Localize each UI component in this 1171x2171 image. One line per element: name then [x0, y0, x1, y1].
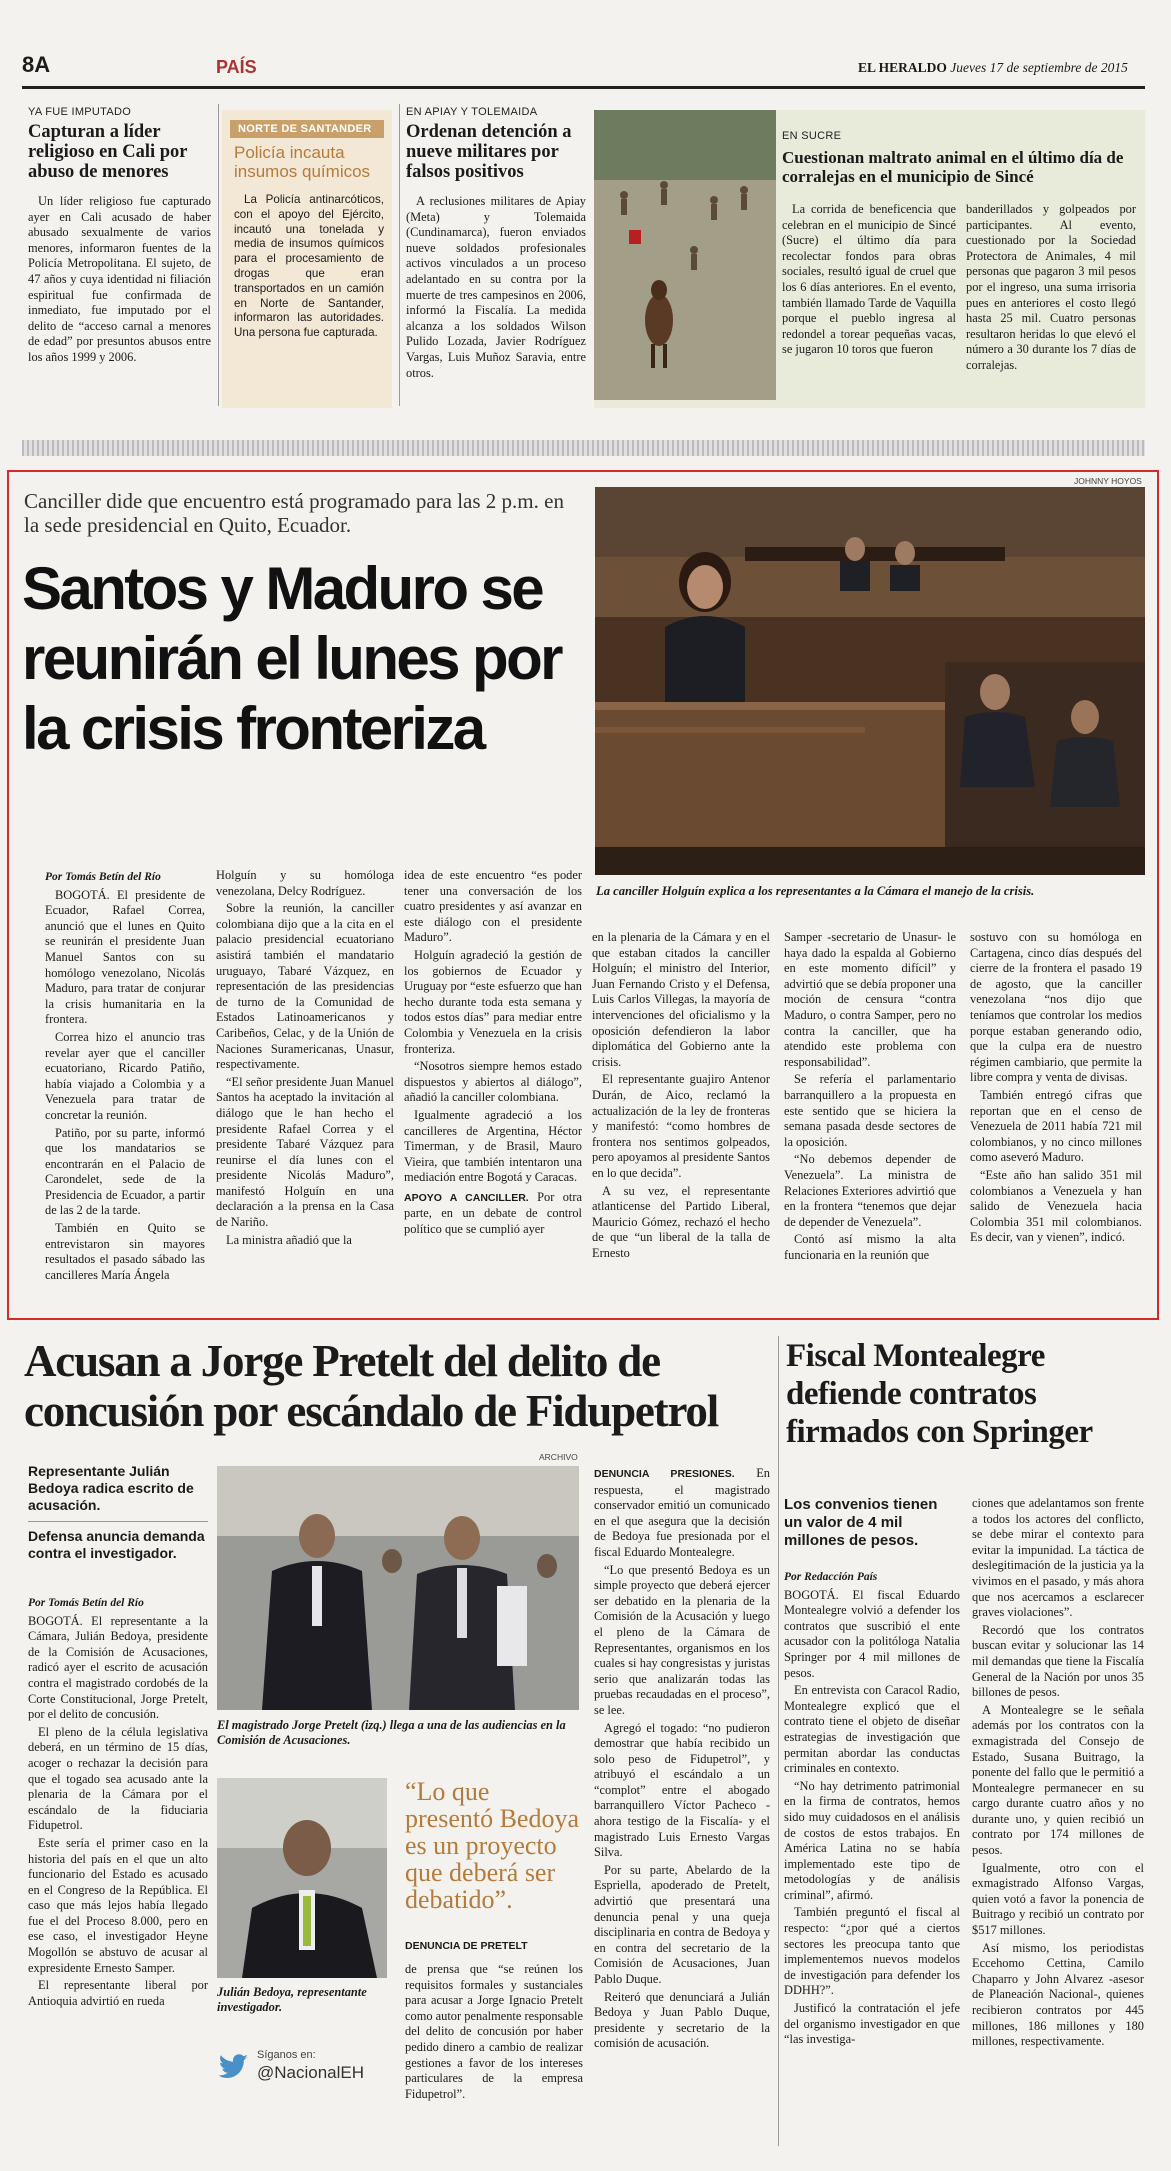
- brief-headline: Cuestionan maltrato animal en el último día de corralejas en el municipio de Sincé: [782, 148, 1124, 186]
- summary-divider: [28, 1521, 208, 1522]
- main-text: “Este año han salido 351 mil colombianos a Venezuela y han salido de Venezuela hacia Colombia 351 mil colombianos. Es decir, van y vienen”, indicó.: [970, 1167, 1142, 1245]
- fiscal-text: A Montealegre se le señala además por los contratos con la exmagistrada del Consejo de Estado, Susana Buitrago, la ponente del fallo que le permitió a Montealegre permanecer en su cargo durante cuatro años y no durante uno, y quien recibió un contrato por 174 millones de pesos.: [972, 1702, 1144, 1858]
- main-text: BOGOTÁ. El presidente de Ecuador, Rafael Correa, anunció que el lunes en Quito se reunirán el presidente Juan Manuel Santos con su homólogo venezolano, Nicolás Maduro, para tratar de conjurar la crisis humanitaria en la frontera.: [45, 887, 205, 1027]
- brief-headline: Capturan a líder religioso en Cali por abuso de menores: [28, 122, 188, 182]
- main-text: [404, 1190, 582, 1238]
- main-text: en la plenaria de la Cámara y en el que estaban citados la canciller Holguín; el ministro del Interior, Juan Fernando Cristo y el Defensa, Luis Carlos Villegas, la mayoría de intervenciones del oficialismo y la oposición defendieron la labor diplomática del Gobierno ante la crisis.: [592, 930, 770, 1069]
- main-col-5: [784, 930, 956, 1265]
- brief-3: [406, 106, 586, 381]
- pretelt-byline: Por Tomás Betín del Río: [28, 1597, 144, 1609]
- fiscal-text: También preguntó el fiscal al respecto: “¿por qué a ciertos sectores les preocupa tanto que implementemos nuevos modelos de investigación para defender los DDHH?”.: [784, 1905, 960, 1998]
- main-text: La ministra añadió que la: [226, 1232, 352, 1247]
- main-text: Contó así mismo la alta funcionaria en la reunión que: [784, 1232, 956, 1262]
- fiscal-headline: Fiscal Montealegre defiende contratos firmados con Springer: [786, 1338, 1093, 1450]
- summary-2: Defensa anuncia demanda contra el investigador.: [28, 1528, 205, 1561]
- pretelt-text: Este sería el primer caso en la historia del país en el que un alto funcionario del Estado es acusado en el Congreso de la República. El caso que más lejos había llegado fue el del Proceso 8.000, pero en ese caso, el investigador Heyne Mogollón se abstuvo de acusar al expresidente Ernesto Samper.: [28, 1835, 208, 1975]
- newspaper-name: [858, 60, 1128, 76]
- fiscal-col-1: [784, 1570, 960, 2050]
- subhead-text: En respuesta, el magistrado conservador emitió un comunicado en el que asegura que la decisión de Bedoya fue presionada por el fiscal Eduardo Montealegre.: [594, 1466, 770, 1559]
- main-text: Patiño, por su parte, informó que los mandatarios se encontrarán en el Palacio de Carondelet, sede de la Presidencia de Ecuador, a partir de las 2 de la tarde.: [45, 1125, 205, 1218]
- main-text: El representante guajiro Antenor Durán, de Aico, reclamó la actualización de la ley de fronteras y manifestó: “como hombres de frontera nos sentimos golpeados, pero apoyamos al presidente Santos en lo que decida”.: [592, 1072, 770, 1180]
- subhead-lead: DENUNCIA PRESIONES.: [594, 1468, 735, 1480]
- bedoya-caption: Julián Bedoya, representante investigador.: [217, 1985, 367, 2014]
- pretelt-photo: [217, 1466, 579, 1710]
- fiscal-byline: Por Redacción País: [784, 1571, 878, 1583]
- brief-kicker: YA FUE IMPUTADO: [28, 106, 132, 118]
- main-col-4: [592, 930, 770, 1263]
- pretelt-text: Por su parte, Abelardo de la Espriella, apoderado de Pretelt, advirtió que presentará una denuncia penal y una queja disciplinaria en contra de Bedoya y en contra del secretario de la Comisión de Acusaciones, Juan Pablo Duque.: [594, 1862, 770, 1986]
- brief-body: La corrida de beneficencia que celebran en el municipio de Sincé (Sucre) el último día para recolectar fondos para obras sociales, resultó igual de cruel que los 6 días anteriores. En el evento, también llamado Tarde de Vaquilla porque el pueblo ingresa al redondel a torear pequeñas vacas, se jugaron 10 toros que fueron: [782, 202, 956, 357]
- brief-headline: Policía incauta insumos químicos: [234, 143, 371, 181]
- main-text: También en Quito se entrevistaron sin mayores resultados el pasado sábado las cancilleres María Ángela: [45, 1221, 205, 1282]
- column-divider: [399, 104, 400, 406]
- main-text: Correa hizo el anuncio tras revelar ayer que el canciller ecuatoriano, Ricardo Patiño, había viajado a Colombia y a Venezuela para tratar de concretar la reunión.: [45, 1029, 205, 1122]
- pretelt-photo-caption: El magistrado Jorge Pretelt (izq.) llega a una de las audiencias en la Comisión de Acusaciones.: [217, 1718, 566, 1747]
- summary-1: Representante Julián Bedoya radica escrito de acusación.: [28, 1463, 194, 1513]
- pull-quote-source: DENUNCIA DE PRETELT: [405, 1940, 528, 1952]
- brief-1: [28, 106, 211, 366]
- pretelt-headline: Acusan a Jorge Pretelt del delito de concusión por escándalo de Fidupetrol: [24, 1336, 719, 1436]
- main-text: También entregó cifras que reportan que en el censo de Venezuela de 2011 había 721 mil colombianos, y no cinco millones como aseveró Maduro.: [970, 1087, 1142, 1165]
- brief-kicker: EN SUCRE: [782, 130, 842, 142]
- main-text: “No debemos depender de Venezuela”. La ministra de Relaciones Exteriores advirtió que en la frontera “tenemos que dejar de depender de Venezuela”.: [784, 1152, 956, 1229]
- pretelt-text: Agregó el togado: “no pudieron demostrar que había recibido un solo peso de Fidupetrol”, y atribuyó el escándalo a un “complot” entre el abogado barranquillero Víctor Pacheco -ahora testigo de la Fiscalía- y el magistrado Luis Ernesto Vargas Silva.: [594, 1720, 770, 1860]
- brief-body: La Policía antinarcóticos, con el apoyo del Ejército, incautó una tonelada y media de insumos químicos para el procesamiento de drogas que eran transportados en un camión en Norte de Santander, informaron las autoridades. Una persona fue capturada.: [234, 193, 384, 340]
- brief-headline: Ordenan detención a nueve militares por falsos positivos: [406, 122, 572, 182]
- pretelt-text: Reiteró que denunciará a Julián Bedoya y Juan Pablo Duque, presidente y secretario de la comisión de acusación.: [594, 1989, 770, 2051]
- photo-credit: JOHNNY HOYOS: [1074, 476, 1142, 486]
- brief-kicker: NORTE DE SANTANDER: [230, 120, 384, 138]
- fiscal-text: ciones que adelantamos son frente a todos los actores del conflicto, se debe mirar el contexto para evitar la impunidad. La táctica de deslegitimación de la justicia ya la vivimos en el pasado, y más ahora que nos acercamos a esclarecer graves violaciones”.: [972, 1496, 1144, 1620]
- fiscal-text: Igualmente, otro con el exmagistrado Alfonso Vargas, quien votó a favor la ponencia de Buitrago y recibió un contrato por $517 millones.: [972, 1860, 1144, 1938]
- main-text: Holguín agradeció la gestión de los gobiernos de Ecuador y Uruguay por “este esfuerzo que han hecho durante toda esta semana y todos estos días” para mediar entre Colombia y Venezuela en la crisis fronteriza.: [404, 947, 582, 1056]
- social-handle[interactable]: @NacionalEH: [257, 2063, 365, 2082]
- page-number: 8A: [22, 52, 51, 77]
- column-divider: [218, 104, 219, 406]
- pretelt-col-1: [28, 1596, 208, 2011]
- fiscal-text: Recordó que los contratos buscan evitar y solucionar las 14 mil demandas que tiene la Fiscalía General de la Nación por unos 35 billones de pesos.: [972, 1622, 1144, 1700]
- fiscal-col-2: [972, 1496, 1144, 2052]
- subhead-text: Por otra parte, en un debate de control político que se cumplió ayer: [404, 1189, 582, 1237]
- main-text: Se refería el parlamentario barranquillero a la propuesta en este sentido que se hiciera la semana pasada desde sectores de la oposición.: [784, 1072, 956, 1149]
- column-divider: [778, 1336, 779, 2146]
- main-text: sostuvo con su homóloga en Cartagena, cinco días después del cierre de la frontera el pasado 19 de agosto, que la canciller venezolana “nos dijo que teníamos que controlar los medios porque estaban generando odio, que la culpa era de nuestro régimen cambiario, que permite la libre compra y venta de divisas.: [970, 930, 1142, 1085]
- main-text: “Nosotros siempre hemos estado dispuestos y abiertos al diálogo”, añadió la canciller colombiana.: [404, 1059, 582, 1105]
- main-text: Igualmente agradeció a los cancilleres de Argentina, Héctor Timerman, y de Brasil, Mauro Vieira, que también intentaron una mediación entre Bogotá y Caracas.: [404, 1107, 582, 1185]
- main-text: Sobre la reunión, la canciller colombiana dijo que a la cita en el palacio presidencial ecuatoriano asistirá también el mandatario uruguayo, Tabaré Vázquez, en representación de las presidencias de turno de la Comunidad de Estados Latinoamericanos y Caribeños, Celac, y de la Unión de Naciones Suramericanas, Unasur, respectivamente.: [216, 901, 394, 1072]
- social-follow[interactable]: [217, 2049, 407, 2089]
- main-text: Samper -secretario de Unasur- le haya dado la espalda al Gobierno en este momento difícil” y advirtió que se debía proponer una moción de censura “contra Maduro, o contra Samper, pero no contra la canciller, que ha atendido este problema con responsabilidad”.: [784, 930, 956, 1069]
- corralejas-photo: [594, 110, 776, 400]
- newspaper-title: EL HERALDO: [858, 60, 947, 75]
- brief-body: A reclusiones militares de Apiay (Meta) y Tolemaida (Cundinamarca), fueron enviados nueve soldados profesionales activos vinculados a un proceso adelantado en su contra por la muerte de tres campesinos en 2006, informó la Fiscalía. La medida alcanza a los soldados Wilson Pulido Lozada, Javier Rodríguez Vargas, Luis Muñoz Saravia, entre otros.: [406, 194, 586, 380]
- fiscal-text: “No hay detrimento patrimonial en la firma de contratos, hemos sido muy cuidadosos en el análisis de costos de estos trabajos. En América Latina no se había implementado este tipo de metodologías y de análisis criminal”, afirmó.: [784, 1778, 960, 1902]
- main-col-6: [970, 930, 1142, 1248]
- decorative-band: [22, 440, 1145, 456]
- photo-credit: ARCHIVO: [539, 1452, 578, 1462]
- main-deck: Canciller dide que encuentro está programado para las 2 p.m. en la sede presidencial en Quito, Ecuador.: [24, 489, 564, 537]
- fiscal-text: Así mismo, los periodistas Eccehomo Cettina, Camilo Chaparro y John Alvarez -asesor de Planeación Nacional-, quienes recibieron contratos por 445 millones, 186 millones y 180 millones, respectivamente.: [972, 1940, 1144, 2049]
- main-photo-caption: La canciller Holguín explica a los representantes a la Cámara el manejo de la crisis.: [596, 884, 1035, 898]
- main-text: idea de este encuentro “es poder tener una conversación de los cuatro presidentes y así avanzar en este diálogo con el presidente Maduro”.: [404, 868, 582, 945]
- main-text: Holguín y su homóloga venezolana, Delcy Rodríguez.: [216, 868, 394, 898]
- main-col-3: [404, 868, 582, 1240]
- twitter-bird-icon: [217, 2053, 249, 2081]
- brief-body: Un líder religioso fue capturado ayer en Cali acusado de haber abusado sexualmente de varios menores, informaron fuentes de la Policía Metropolitana. El sujeto, de 47 años y cuya identidad ni filiación espiritual fue confirmada de inmediato, fue imputado por el delito de “acceso carnal a menores de edad” por presuntos abusos entre los años 1999 y 2006.: [28, 194, 211, 364]
- subhead-lead: APOYO A CANCILLER.: [404, 1191, 529, 1204]
- pretelt-text: El pleno de la célula legislativa deberá, en un término de 15 días, acoger o rechazar la decisión para que el togado sea acusado ante la plenaria de la Cámara por el escándalo de la fiduciaria Fidupetrol.: [28, 1724, 208, 1833]
- pretelt-text: BOGOTÁ. El representante a la Cámara, Julián Bedoya, presidente de la Comisión de Acusaciones, radicó ayer el escrito de acusación contra el magistrado cordobés de la Corte Constitucional, Jorge Pretelt, por el delito de concusión.: [28, 1613, 208, 1722]
- pretelt-text: [594, 1466, 770, 1561]
- main-col-1: [45, 870, 205, 1285]
- brief-kicker: EN APIAY Y TOLEMAIDA: [406, 106, 538, 118]
- social-label: Síganos en:: [257, 2049, 316, 2061]
- fiscal-text: En entrevista con Caracol Radio, Montealegre explicó que el contrato tiene el objeto de diseñar estrategias de investigación que permitan abordar las conductas criminales en contexto.: [784, 1683, 960, 1776]
- header-rule: [22, 86, 1145, 89]
- main-byline: Por Tomás Betín del Río: [45, 871, 161, 883]
- pretelt-text: “Lo que presentó Bedoya es un simple proyecto que deberá ejercer ser debatido en la plenaria de la Comisión de la Acusación y luego el pleno de la Cámara de Representantes, organismos en los cuales si hay congresistas y juristas serio que analizarán todas las pruebas recaudadas en el proceso”, se lee.: [594, 1562, 770, 1717]
- main-text: A su vez, el representante atlanticense del Partido Liberal, Mauricio Gómez, rechazó el hecho de que “un liberal de la talla de Ernesto: [592, 1183, 770, 1260]
- brief-2: [222, 110, 392, 408]
- section-label: PAÍS: [216, 57, 257, 77]
- fiscal-text: Justificó la contratación el jefe del organismo investigador en que “las investiga-: [784, 2001, 960, 2047]
- fiscal-text: BOGOTÁ. El fiscal Eduardo Montealegre volvió a defender los contratos que suscribió el ente acusador con la politóloga Natalia Springer por 4 mil millones de pesos.: [784, 1587, 960, 1680]
- brief-4: [594, 110, 1145, 408]
- pull-quote: “Lo que presentó Bedoya es un proyecto que deberá ser debatido”.: [405, 1777, 580, 1914]
- brief-body: banderillados y golpeados por participantes. Al evento, cuestionado por la Sociedad Protectora de Animales, 4 mil personas que pagaron 3 mil pesos por el ingreso, una suma irrisoria pues en anteriores el costo llegó hasta 25 mil. Cuatro personas resultaron heridas lo que elevó el número a 30 durante los 7 días de corralejas.: [966, 202, 1136, 372]
- pretelt-text: El representante liberal por Antioquia advirtió en rueda: [28, 1978, 208, 2008]
- main-text: “El señor presidente Juan Manuel Santos ha aceptado la invitación al diálogo que le han hecho el presidente Rafael Correa y el presidente Tabaré Vázquez para reunirse el día lunes con el presidente Nicolás Maduro”, manifestó Holguín en una declaración a la prensa en la Casa de Nariño.: [216, 1074, 394, 1230]
- pretelt-col-2: [405, 1962, 583, 2104]
- pretelt-col-3: [594, 1466, 770, 2054]
- fiscal-summary: Los convenios tienen un valor de 4 mil millones de pesos.: [784, 1496, 938, 1549]
- pretelt-text: de prensa que “se reúnen los requisitos formales y sustanciales para acusar a Jorge Ignacio Pretelt como autor penalmente responsable del delito de concusión por haber pedido dinero a cambio de realizar gestiones a favor de los intereses particulares de la empresa Fidupetrol”.: [405, 1962, 583, 2101]
- congress-photo: [595, 487, 1145, 875]
- main-headline: Santos y Maduro se reunirán el lunes por la crisis fronteriza: [22, 555, 561, 762]
- issue-date: Jueves 17 de septiembre de 2015: [950, 60, 1128, 75]
- main-col-2: [216, 868, 394, 1250]
- bedoya-photo: [217, 1778, 387, 1978]
